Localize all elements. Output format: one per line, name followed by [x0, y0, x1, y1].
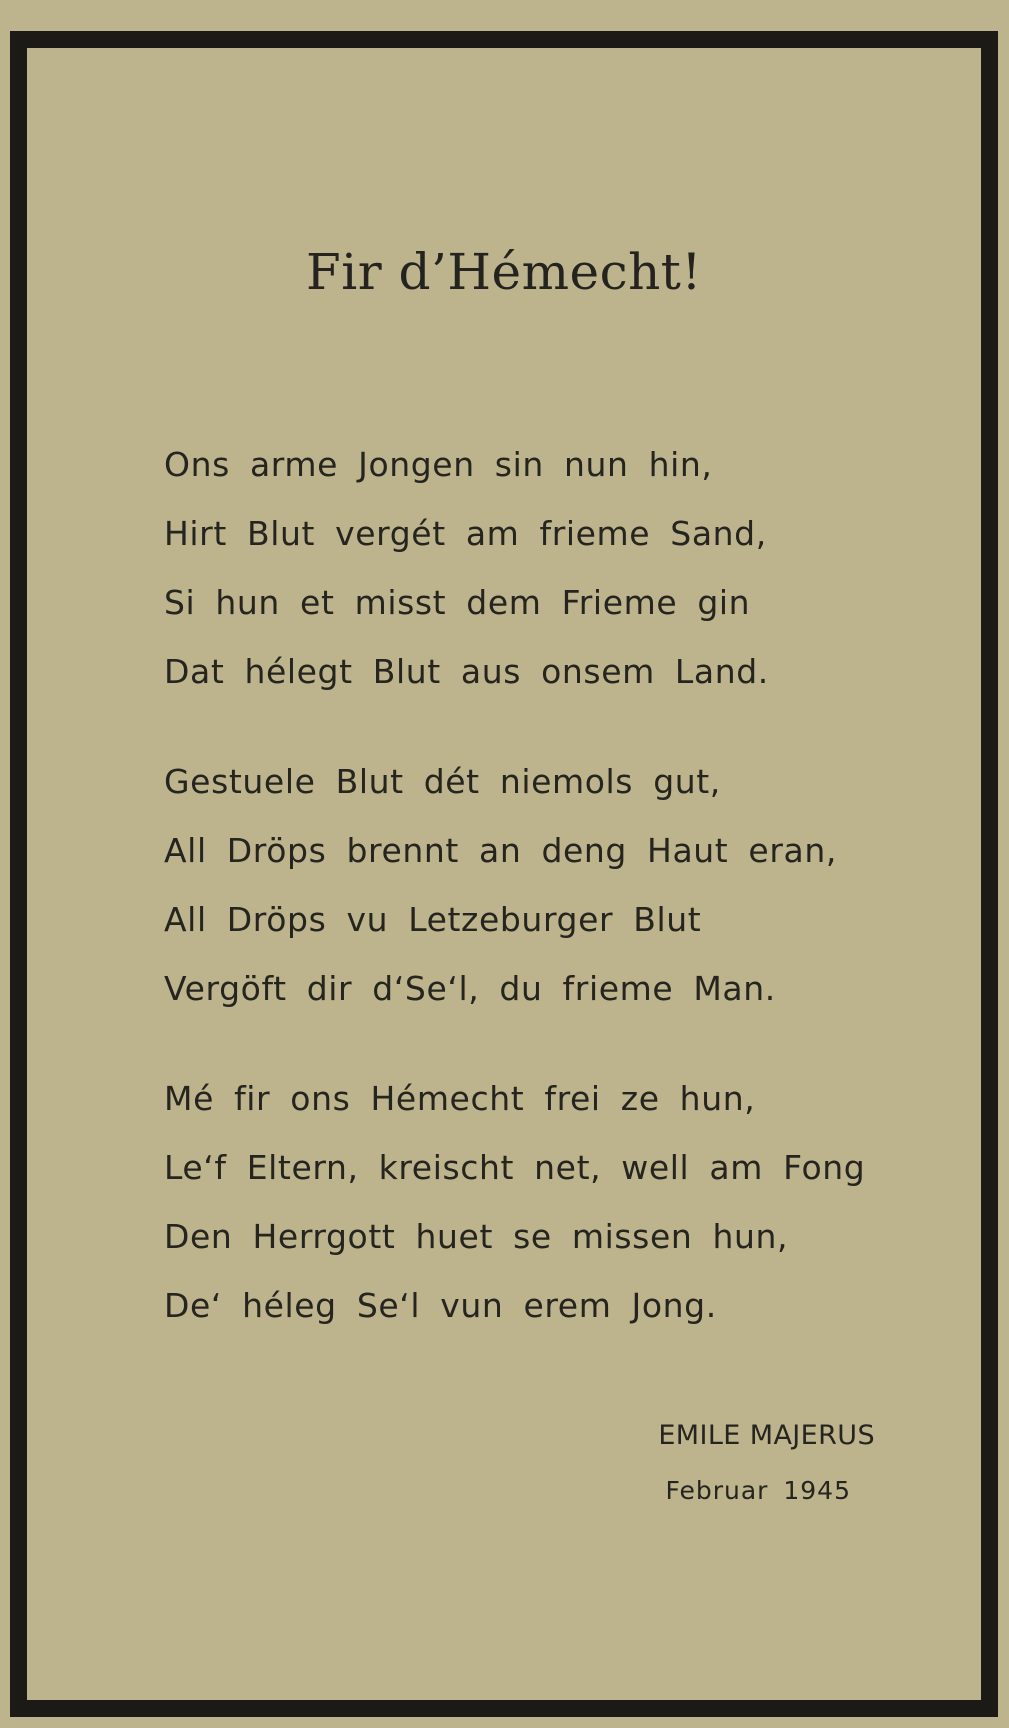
poem-body [164, 430, 865, 1381]
poem-title: Fir d’Hémecht! [306, 243, 702, 301]
stanza-3 [164, 1064, 865, 1340]
stanza-2 [164, 747, 865, 1023]
black-border-frame [10, 31, 998, 1717]
poem-line: All Dröps vu Letzeburger Blut [164, 900, 702, 939]
poem-line: Mé fir ons Hémecht frei ze hun, [164, 1079, 756, 1118]
poem-line: Si hun et misst dem Frieme gin [164, 583, 751, 622]
poem-line: De‘ héleg Se‘l vun erem Jong. [164, 1286, 717, 1325]
author-name: EMILE MAJERUS [658, 1420, 875, 1451]
poem-line: Gestuele Blut dét niemols gut, [164, 762, 721, 801]
poem-line: Ons arme Jongen sin nun hin, [164, 445, 713, 484]
poem-date: Februar 1945 [665, 1476, 851, 1505]
poem-line: All Dröps brennt an deng Haut eran, [164, 831, 837, 870]
poem-line: Hirt Blut vergét am frieme Sand, [164, 514, 767, 553]
poem-line: Le‘f Eltern, kreischt net, well am Fong [164, 1148, 866, 1187]
stanza-1 [164, 430, 865, 706]
poem-line: Vergöft dir d‘Se‘l, du frieme Man. [164, 969, 776, 1008]
poem-line: Dat hélegt Blut aus onsem Land. [164, 652, 769, 691]
poem-line: Den Herrgott huet se missen hun, [164, 1217, 789, 1256]
